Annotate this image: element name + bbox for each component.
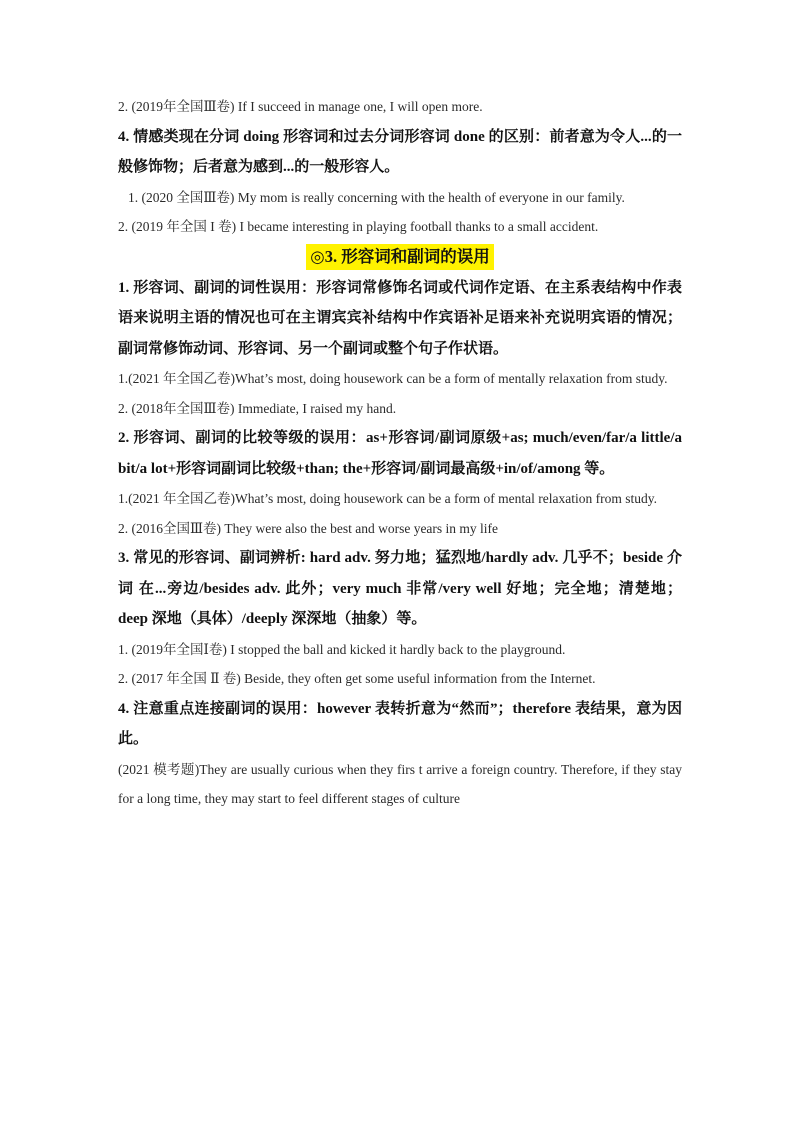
rule-heading: 2. 形容词、副词的比较等级的误用：as+形容词/副词原级+as; much/even/far/a little/a bit/a lot+形容词副词比较级+than; the+形容词/副词最高级+in/of/among 等。 bbox=[118, 430, 682, 477]
example-sentence: 2. (2016全国Ⅲ卷) They were also the best and worse years in my life bbox=[118, 520, 499, 536]
section-title: ◎3. 形容词和副词的误用 bbox=[306, 244, 493, 270]
rule-heading: 3. 常见的形容词、副词辨析: hard adv. 努力地；猛烈地/hardly adv. 几乎不；beside 介词 在...旁边/besides adv. 此外；very much 非常/very well 好地；完全地；清楚地；deep 深地（具体）/deeply 深深地（抽象）等。 bbox=[118, 550, 682, 627]
example-sentence: (2021 模考题)They are usually curious when they firs t arrive a foreign country. Therefore, if they stay for a long time, they may start to feel different stages of culture bbox=[118, 761, 682, 806]
example-sentence: 2. (2017 年全国 Ⅱ 卷) Beside, they often get some useful information from the Internet. bbox=[118, 671, 596, 686]
example-sentence: 2. (2019 年全国 I 卷) I became interesting in playing football thanks to a small accident. bbox=[118, 219, 599, 234]
example-sentence: 1. (2019年全国Ⅰ卷) I stopped the ball and kicked it hardly back to the playground. bbox=[118, 641, 566, 657]
rule-heading: 4. 注意重点连接副词的误用：however 表转折意为“然而”；therefore 表结果，意为因此。 bbox=[118, 700, 682, 747]
rule-heading: 4. 情感类现在分词 doing 形容词和过去分词形容词 done 的区别：前者意为令人...的一般修饰物；后者意为感到...的一般形容人。 bbox=[118, 128, 682, 175]
example-sentence: 2. (2018年全国Ⅲ卷) Immediate, I raised my hand. bbox=[118, 400, 397, 416]
example-sentence: 1. (2020 全国Ⅲ卷) My mom is really concerning with the health of everyone in our family. bbox=[128, 189, 625, 205]
example-sentence: 1.(2021 年全国乙卷)What’s most, doing housework can be a form of mental relaxation from study. bbox=[118, 491, 658, 506]
example-sentence: 1.(2021 年全国乙卷)What’s most, doing housework can be a form of mentally relaxation from study. bbox=[118, 371, 668, 386]
example-sentence: 2. (2019年全国Ⅲ卷) If I succeed in manage one, I will open more. bbox=[118, 99, 483, 114]
document-body bbox=[118, 92, 682, 814]
section-title-wrap bbox=[118, 244, 682, 270]
rule-heading: 1. 形容词、副词的词性误用：形容词常修饰名词或代词作定语、在主系表结构中作表语来说明主语的情况也可在主谓宾宾补结构中作宾语补足语来补充说明宾语的情况；副词常修饰动词、形容词、另一个副词或整个句子作状语。 bbox=[118, 279, 682, 357]
